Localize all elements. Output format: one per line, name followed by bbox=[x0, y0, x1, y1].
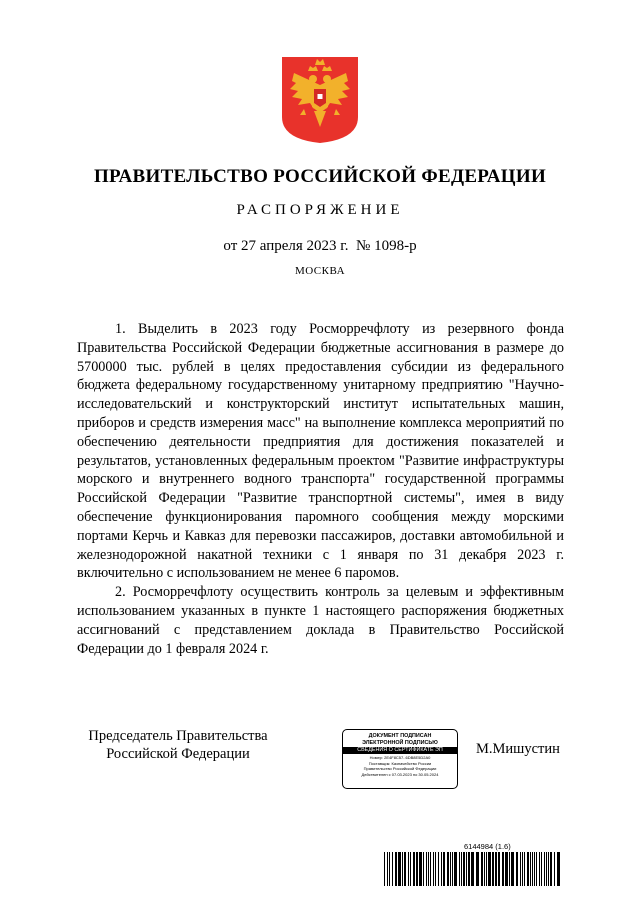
stamp-line2: ЭЛЕКТРОННОЙ ПОДПИСЬЮ bbox=[362, 739, 438, 746]
stamp-line1: ДОКУМЕНТ ПОДПИСАН bbox=[368, 733, 432, 739]
stamp-cert-number: Номер: 2E4F8C57..6DB8E5D2A0 bbox=[369, 755, 431, 760]
coat-of-arms-emblem bbox=[280, 55, 360, 145]
stamp-owner: Правительство Российской Федерации bbox=[363, 766, 437, 772]
stamp-supplier: Поставщик: Казначейство России bbox=[368, 760, 432, 766]
stamp-band: СВЕДЕНИЯ О СЕРТИФИКАТЕ ЭП bbox=[343, 747, 457, 754]
signer-position bbox=[78, 727, 278, 763]
signer-name: М.Мишустин bbox=[476, 741, 560, 757]
paragraph-2: 2. Росморречфлоту осуществить контроль за целевым и эффективным использованием указанных в пункте 1 настоящего распоряжения бюджетных ассигнований с представлением доклада в Правительство Российской Федерации до 1 февраля 2024 г. bbox=[77, 584, 564, 657]
document-city: МОСКВА bbox=[294, 265, 346, 277]
paragraph-1: 1. Выделить в 2023 году Росморречфлоту из резервного фонда Правительства Российской Федерации бюджетные ассигнования в размере до 5700000 тыс. рублей в целях предоставления субсидии из федерального бюджета федеральному государственному унитарному предприятию "Научно-исследовательский и конструкторский институт испытательных машин, приборов и средств измерения масс" на выполнение комплекса мероприятий по обеспечению деятельности предприятия для достижения показателей и результатов, установленных федеральным проектом "Развитие инфраструктуры морского и внутреннего водного транспорта" государственной программы Российской Федерации "Развитие транспортной системы", имея в виду обеспечение функционирования паромного сообщения между морскими портами Керчь и Кавказ для перевозки пассажиров, доставки автомобильной и железнодорожной накатной техники с 1 января по 31 декабря 2023 г. включительно с использованием не менее 6 паромов. bbox=[77, 321, 564, 582]
stamp-validity: Действителен с 07.03.2023 по 30.05.2024 bbox=[361, 771, 439, 777]
signer-position-line2: Российской Федерации bbox=[106, 746, 250, 762]
electronic-signature-stamp bbox=[342, 729, 458, 789]
document-body bbox=[77, 320, 564, 658]
signer-position-line1: Председатель Правительства bbox=[88, 728, 268, 744]
barcode-number: 6144984 (1.6) bbox=[464, 842, 511, 851]
document-type: РАСПОРЯЖЕНИЕ bbox=[236, 202, 404, 218]
government-title: ПРАВИТЕЛЬСТВО РОССИЙСКОЙ ФЕДЕРАЦИИ bbox=[93, 166, 547, 187]
document-date-number: от 27 апреля 2023 г. № 1098-р bbox=[223, 238, 417, 254]
barcode-image bbox=[384, 852, 560, 886]
